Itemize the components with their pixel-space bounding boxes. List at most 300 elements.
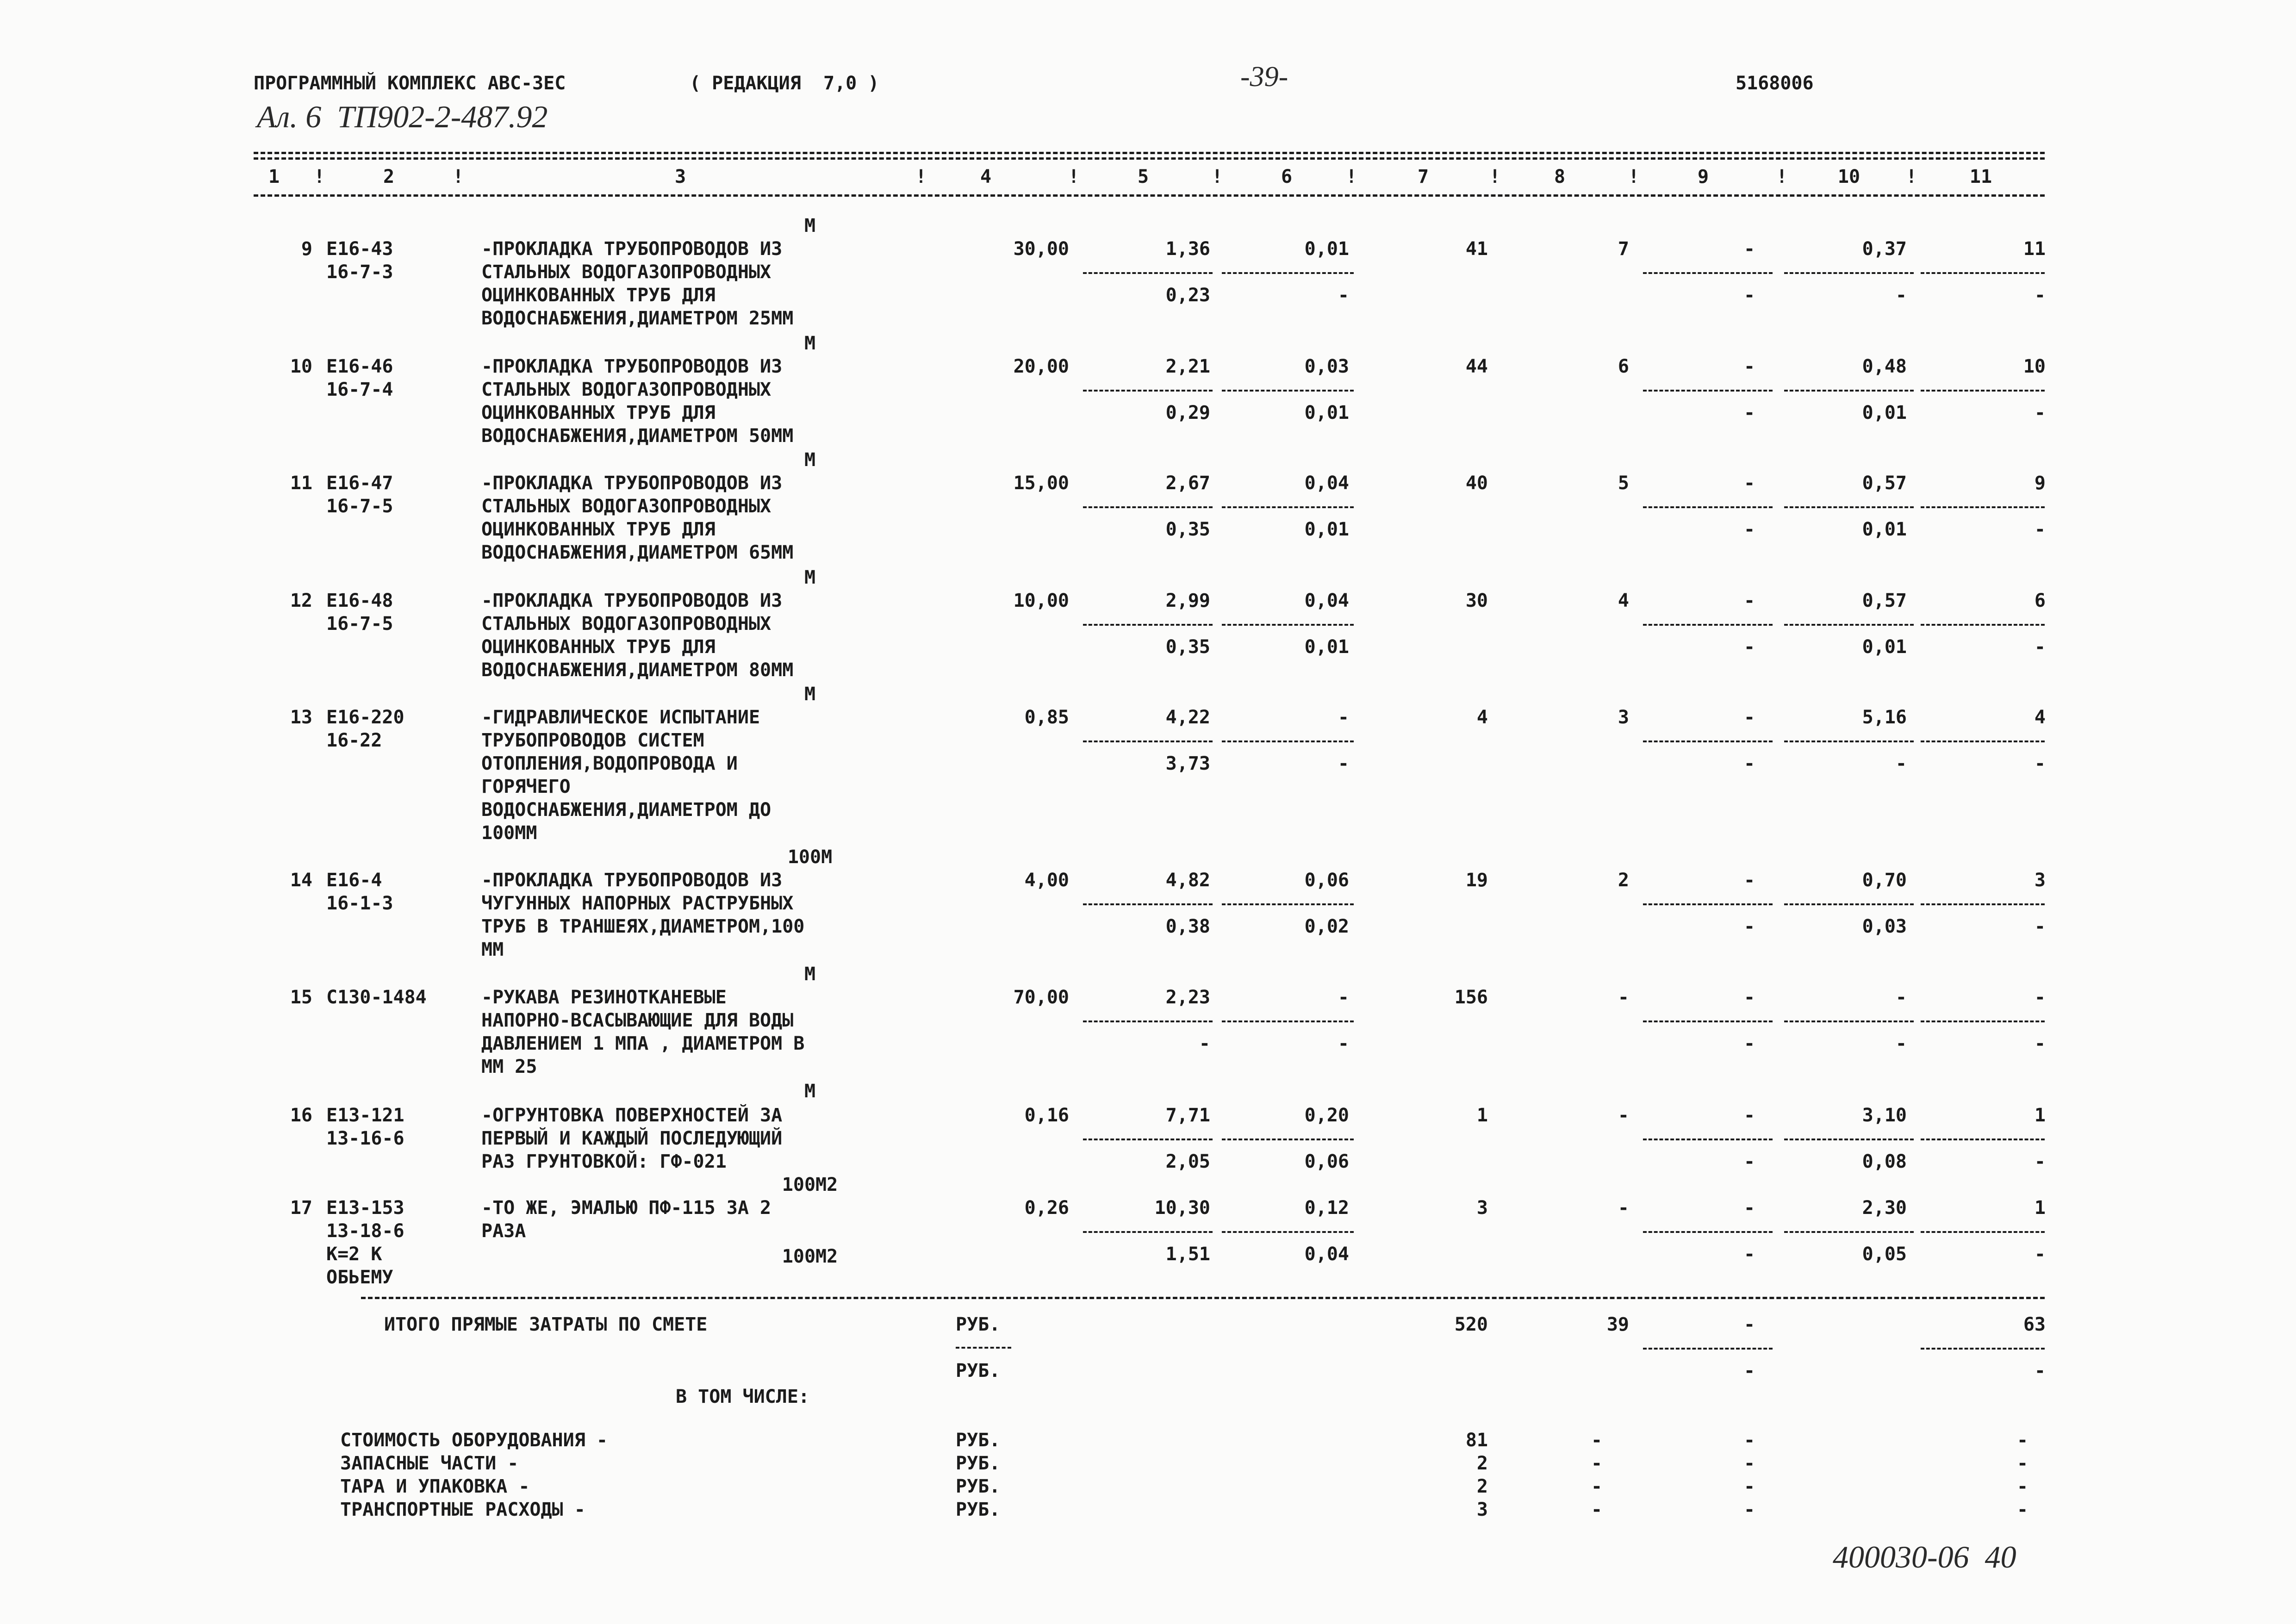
labor-per-unit-machinist: 0,01 — [1862, 636, 1907, 658]
column-header-6: 6 — [1281, 166, 1293, 187]
row-number: 13 — [290, 707, 312, 728]
totals-rule — [361, 1297, 2045, 1299]
page-number: -39- — [1240, 61, 1288, 93]
footer-handwritten-number: 400030-06 40 — [1833, 1539, 2016, 1574]
labor-total: 3 — [2034, 870, 2046, 891]
column-header-8: 8 — [1554, 166, 1566, 187]
norm-code: 16-1-3 — [326, 893, 393, 914]
unit-cost-machines: 0,12 — [1304, 1197, 1349, 1219]
work-description: ГОРЯЧЕГО — [481, 776, 571, 797]
total-machines: - — [1743, 707, 1755, 728]
quantity: 15,00 — [1013, 473, 1069, 494]
breakdown-labor: - — [2016, 1453, 2028, 1474]
labor-per-unit-machinist: 0,01 — [1862, 519, 1907, 540]
column-header-10: 10 — [1837, 166, 1860, 187]
breakdown-cost: 2 — [1476, 1453, 1488, 1474]
unit-cost-machines-wage: 0,04 — [1304, 1244, 1349, 1265]
total-wage: - — [1618, 1197, 1629, 1219]
breakdown-wage: - — [1591, 1476, 1603, 1497]
quantity: 30,00 — [1013, 238, 1069, 260]
fraction-rule-c5 — [1083, 740, 1213, 742]
total-machines-wage: - — [1743, 402, 1755, 423]
unit-of-measure: 100М2 — [782, 1246, 838, 1267]
unit-cost-machines: 0,01 — [1304, 238, 1349, 260]
unit-cost-total: 2,99 — [1165, 590, 1210, 611]
labor-per-unit: 0,70 — [1862, 870, 1907, 891]
column-header-5: 5 — [1137, 166, 1149, 187]
fraction-rule-c9 — [1643, 1231, 1773, 1233]
unit-of-measure: 100М2 — [782, 1174, 838, 1195]
work-description: ММ 25 — [481, 1056, 537, 1077]
labor-per-unit-machinist: 0,01 — [1862, 402, 1907, 423]
edition-label: ( РЕДАКЦИЯ 7,0 ) — [690, 73, 879, 94]
unit-cost-total: 2,67 — [1165, 473, 1210, 494]
work-description: -РУКАВА РЕЗИНОТКАНЕВЫЕ — [481, 987, 727, 1008]
unit-cost-machines: 0,06 — [1304, 870, 1349, 891]
total-cost: 40 — [1465, 473, 1488, 494]
fraction-rule-c10 — [1784, 1231, 1914, 1233]
totals-wage: 39 — [1606, 1314, 1629, 1335]
totals-machines: - — [1743, 1314, 1755, 1335]
work-description: ММ — [481, 939, 504, 960]
column-separator: ! — [1345, 166, 1357, 187]
work-description: ОЦИНКОВАННЫХ ТРУБ ДЛЯ — [481, 636, 716, 658]
total-cost: 4 — [1476, 707, 1488, 728]
work-description: РАЗ ГРУНТОВКОЙ: ГФ-021 — [481, 1151, 727, 1172]
total-wage: - — [1618, 987, 1629, 1008]
total-machines: - — [1743, 1197, 1755, 1219]
unit-cost-machines: 0,04 — [1304, 473, 1349, 494]
unit-cost-machines-wage: 0,02 — [1304, 916, 1349, 937]
breakdown-unit: РУБ. — [956, 1453, 1001, 1474]
total-machines: - — [1743, 238, 1755, 260]
fraction-rule-c6 — [1222, 624, 1354, 626]
norm-code: 16-7-3 — [326, 261, 393, 283]
fraction-rule-c9 — [1643, 740, 1773, 742]
fraction-rule-c5 — [1083, 903, 1213, 905]
labor-per-unit: - — [1895, 987, 1907, 1008]
total-wage: 7 — [1618, 238, 1629, 260]
labor-total-machinist: - — [2034, 1151, 2046, 1172]
fraction-rule-c6 — [1222, 903, 1354, 905]
fraction-rule-c10 — [1784, 1139, 1914, 1140]
breakdown-labor: - — [2016, 1499, 2028, 1520]
fraction-rule-c11 — [1921, 272, 2045, 274]
breakdown-unit: РУБ. — [956, 1499, 1001, 1520]
work-description: СТАЛЬНЫХ ВОДОГАЗОПРОВОДНЫХ — [481, 379, 772, 400]
labor-per-unit-machinist: 0,05 — [1862, 1244, 1907, 1265]
column-header-2: 2 — [383, 166, 395, 187]
total-cost: 1 — [1476, 1105, 1488, 1126]
labor-total-machinist: - — [2034, 753, 2046, 774]
column-header-7: 7 — [1417, 166, 1429, 187]
work-description: ОЦИНКОВАННЫХ ТРУБ ДЛЯ — [481, 519, 716, 540]
unit-cost-wage: 0,38 — [1165, 916, 1210, 937]
quantity: 0,26 — [1024, 1197, 1069, 1219]
unit-cost-machines: - — [1338, 987, 1349, 1008]
unit-of-measure: М — [804, 567, 816, 588]
column-header-4: 4 — [980, 166, 992, 187]
norm-code: С130-1484 — [326, 987, 427, 1008]
norm-code: Е16-48 — [326, 590, 393, 611]
total-machines-wage: - — [1743, 285, 1755, 306]
fraction-rule-c11 — [1921, 624, 2045, 626]
row-number: 12 — [290, 590, 312, 611]
labor-total: 4 — [2034, 707, 2046, 728]
total-cost: 19 — [1465, 870, 1488, 891]
total-cost: 44 — [1465, 356, 1488, 377]
work-description: ТРУБОПРОВОДОВ СИСТЕМ — [481, 730, 704, 751]
breakdown-label: ТРАНСПОРТНЫЕ РАСХОДЫ - — [340, 1499, 585, 1520]
work-description: -ПРОКЛАДКА ТРУБОПРОВОДОВ ИЗ — [481, 356, 783, 377]
norm-code: Е16-46 — [326, 356, 393, 377]
work-description: ОЦИНКОВАННЫХ ТРУБ ДЛЯ — [481, 402, 716, 423]
work-description: -ТО ЖЕ, ЭМАЛЬЮ ПФ-115 ЗА 2 — [481, 1197, 772, 1219]
header-rule-top-2 — [254, 157, 2045, 160]
labor-total-machinist: - — [2034, 1244, 2046, 1265]
unit-cost-machines-wage: - — [1338, 285, 1349, 306]
labor-total-machinist: - — [2034, 636, 2046, 658]
breakdown-unit: РУБ. — [956, 1476, 1001, 1497]
fraction-rule-c10 — [1784, 903, 1914, 905]
row-number: 16 — [290, 1105, 312, 1126]
norm-code: 13-16-6 — [326, 1128, 404, 1149]
column-separator: ! — [1068, 166, 1080, 187]
labor-total-machinist: - — [2034, 402, 2046, 423]
totals-labor-machinist: - — [2034, 1360, 2046, 1381]
work-description: ВОДОСНАБЖЕНИЯ,ДИАМЕТРОМ 25ММ — [481, 308, 794, 329]
labor-per-unit: 2,30 — [1862, 1197, 1907, 1219]
total-machines-wage: - — [1743, 636, 1755, 658]
fraction-rule-c9 — [1643, 624, 1773, 626]
unit-cost-machines: 0,04 — [1304, 590, 1349, 611]
totals-cost: 520 — [1454, 1314, 1488, 1335]
work-description: -ПРОКЛАДКА ТРУБОПРОВОДОВ ИЗ — [481, 870, 783, 891]
work-description: ВОДОСНАБЖЕНИЯ,ДИАМЕТРОМ 80ММ — [481, 660, 794, 681]
totals-labor: 63 — [2023, 1314, 2046, 1335]
fraction-rule-c9 — [1643, 272, 1773, 274]
unit-of-measure: М — [804, 449, 816, 471]
work-description: ОЦИНКОВАННЫХ ТРУБ ДЛЯ — [481, 285, 716, 306]
labor-per-unit-machinist: 0,03 — [1862, 916, 1907, 937]
total-cost: 3 — [1476, 1197, 1488, 1219]
breakdown-label: СТОИМОСТЬ ОБОРУДОВАНИЯ - — [340, 1430, 608, 1451]
unit-cost-machines: 0,20 — [1304, 1105, 1349, 1126]
total-machines-wage: - — [1743, 1244, 1755, 1265]
column-separator: ! — [313, 166, 325, 187]
labor-per-unit: 5,16 — [1862, 707, 1907, 728]
work-description: ПЕРВЫЙ И КАЖДЫЙ ПОСЛЕДУЮЩИЙ — [481, 1128, 783, 1149]
total-wage: 5 — [1618, 473, 1629, 494]
breakdown-cost: 81 — [1465, 1430, 1488, 1451]
program-title: ПРОГРАММНЫЙ КОМПЛЕКС АВС-ЗЕС — [254, 73, 566, 94]
total-machines: - — [1743, 356, 1755, 377]
work-description: -ГИДРАВЛИЧЕСКОЕ ИСПЫТАНИЕ — [481, 707, 760, 728]
total-machines-wage: - — [1743, 1033, 1755, 1054]
quantity: 70,00 — [1013, 987, 1069, 1008]
fraction-rule-c6 — [1222, 506, 1354, 508]
labor-per-unit: 0,57 — [1862, 473, 1907, 494]
norm-code: Е16-4 — [326, 870, 382, 891]
unit-cost-wage: 1,51 — [1165, 1244, 1210, 1265]
fraction-rule-c10 — [1784, 740, 1914, 742]
column-separator: ! — [1776, 166, 1788, 187]
total-cost: 156 — [1454, 987, 1488, 1008]
norm-code: 13-18-6 — [326, 1220, 404, 1242]
labor-total-machinist: - — [2034, 519, 2046, 540]
work-description: РАЗА — [481, 1220, 526, 1242]
header-rule-top — [254, 152, 2045, 154]
work-description: -ПРОКЛАДКА ТРУБОПРОВОДОВ ИЗ — [481, 590, 783, 611]
norm-code: Е16-220 — [326, 707, 404, 728]
totals-machines-wage: - — [1743, 1360, 1755, 1381]
unit-cost-total: 1,36 — [1165, 238, 1210, 260]
breakdown-wage: - — [1591, 1430, 1603, 1451]
totals-rule-c9 — [1643, 1348, 1773, 1350]
total-cost: 30 — [1465, 590, 1488, 611]
labor-per-unit: 0,37 — [1862, 238, 1907, 260]
breakdown-wage: - — [1591, 1453, 1603, 1474]
unit-cost-wage: 2,05 — [1165, 1151, 1210, 1172]
work-description: -ПРОКЛАДКА ТРУБОПРОВОДОВ ИЗ — [481, 238, 783, 260]
norm-code: 16-7-5 — [326, 496, 393, 517]
breakdown-machines: - — [1743, 1476, 1755, 1497]
unit-cost-total: 2,21 — [1165, 356, 1210, 377]
labor-total: 11 — [2023, 238, 2046, 260]
row-number: 17 — [290, 1197, 312, 1219]
quantity: 20,00 — [1013, 356, 1069, 377]
breakdown-cost: 3 — [1476, 1499, 1488, 1520]
breakdown-machines: - — [1743, 1430, 1755, 1451]
work-description: СТАЛЬНЫХ ВОДОГАЗОПРОВОДНЫХ — [481, 261, 772, 283]
norm-code: Е16-43 — [326, 238, 393, 260]
work-description: ТРУБ В ТРАНШЕЯХ,ДИАМЕТРОМ,100 — [481, 916, 805, 937]
labor-total-machinist: - — [2034, 916, 2046, 937]
fraction-rule-c6 — [1222, 1020, 1354, 1022]
column-header-11: 11 — [1969, 166, 1992, 187]
breakdown-label: ЗАПАСНЫЕ ЧАСТИ - — [340, 1453, 519, 1474]
fraction-rule-c11 — [1921, 506, 2045, 508]
labor-per-unit: 0,57 — [1862, 590, 1907, 611]
total-machines: - — [1743, 1105, 1755, 1126]
norm-code: ОБЬЕМУ — [326, 1267, 393, 1288]
unit-cost-total: 7,71 — [1165, 1105, 1210, 1126]
labor-total: - — [2034, 987, 2046, 1008]
quantity: 0,16 — [1024, 1105, 1069, 1126]
total-machines-wage: - — [1743, 1151, 1755, 1172]
fraction-rule-c9 — [1643, 1020, 1773, 1022]
labor-per-unit-machinist: 0,08 — [1862, 1151, 1907, 1172]
unit-cost-machines: 0,03 — [1304, 356, 1349, 377]
unit-cost-machines-wage: 0,01 — [1304, 402, 1349, 423]
totals-unit-2: РУБ. — [956, 1360, 1001, 1381]
unit-of-measure: М — [804, 215, 816, 236]
document-code: 5168006 — [1736, 73, 1814, 94]
breakdown-cost: 2 — [1476, 1476, 1488, 1497]
total-machines-wage: - — [1743, 519, 1755, 540]
work-description: ОТОПЛЕНИЯ,ВОДОПРОВОДА И — [481, 753, 738, 774]
unit-of-measure: 100М — [787, 846, 833, 868]
fraction-rule-c5 — [1083, 1139, 1213, 1140]
work-description: ДАВЛЕНИЕМ 1 МПА , ДИАМЕТРОМ В — [481, 1033, 805, 1054]
total-wage: 3 — [1618, 707, 1629, 728]
labor-total: 9 — [2034, 473, 2046, 494]
work-description: ЧУГУННЫХ НАПОРНЫХ РАСТРУБНЫХ — [481, 893, 794, 914]
unit-cost-machines-wage: 0,01 — [1304, 519, 1349, 540]
breakdown-machines: - — [1743, 1453, 1755, 1474]
breakdown-wage: - — [1591, 1499, 1603, 1520]
fraction-rule-c5 — [1083, 1231, 1213, 1233]
totals-unit: РУБ. — [956, 1314, 1001, 1335]
unit-of-measure: М — [804, 964, 816, 985]
unit-cost-machines-wage: 0,01 — [1304, 636, 1349, 658]
fraction-rule-c6 — [1222, 272, 1354, 274]
unit-of-measure: М — [804, 1081, 816, 1102]
quantity: 4,00 — [1024, 870, 1069, 891]
unit-cost-total: 4,82 — [1165, 870, 1210, 891]
unit-of-measure: М — [804, 333, 816, 354]
fraction-rule-c10 — [1784, 506, 1914, 508]
fraction-rule-c10 — [1784, 1020, 1914, 1022]
column-separator: ! — [1628, 166, 1640, 187]
header-rule-bottom — [254, 194, 2045, 197]
work-description: СТАЛЬНЫХ ВОДОГАЗОПРОВОДНЫХ — [481, 496, 772, 517]
row-number: 11 — [290, 473, 312, 494]
fraction-rule-c5 — [1083, 624, 1213, 626]
fraction-rule-c11 — [1921, 1020, 2045, 1022]
breakdown-labor: - — [2016, 1476, 2028, 1497]
norm-code: 16-7-4 — [326, 379, 393, 400]
fraction-rule-c9 — [1643, 903, 1773, 905]
work-description: 100ММ — [481, 822, 537, 844]
fraction-rule-c5 — [1083, 506, 1213, 508]
fraction-rule-c11 — [1921, 740, 2045, 742]
row-number: 9 — [301, 238, 312, 260]
quantity: 0,85 — [1024, 707, 1069, 728]
column-header-1: 1 — [268, 166, 280, 187]
total-wage: 2 — [1618, 870, 1629, 891]
total-wage: - — [1618, 1105, 1629, 1126]
fraction-rule-c9 — [1643, 506, 1773, 508]
unit-cost-wage: 3,73 — [1165, 753, 1210, 774]
unit-cost-machines: - — [1338, 707, 1349, 728]
unit-cost-total: 2,23 — [1165, 987, 1210, 1008]
norm-code: 16-7-5 — [326, 613, 393, 635]
fraction-rule-c10 — [1784, 272, 1914, 274]
total-machines: - — [1743, 590, 1755, 611]
unit-cost-wage: 0,35 — [1165, 636, 1210, 658]
labor-per-unit-machinist: - — [1895, 753, 1907, 774]
unit-cost-machines-wage: - — [1338, 1033, 1349, 1054]
including-label: В ТОМ ЧИСЛЕ: — [676, 1386, 809, 1407]
labor-total-machinist: - — [2034, 1033, 2046, 1054]
total-machines: - — [1743, 473, 1755, 494]
labor-total-machinist: - — [2034, 285, 2046, 306]
fraction-rule-c6 — [1222, 1231, 1354, 1233]
fraction-rule-c5 — [1083, 272, 1213, 274]
norm-code: Е13-153 — [326, 1197, 404, 1219]
row-number: 15 — [290, 987, 312, 1008]
work-description: -ПРОКЛАДКА ТРУБОПРОВОДОВ ИЗ — [481, 473, 783, 494]
fraction-rule-c6 — [1222, 740, 1354, 742]
norm-code: К=2 К — [326, 1244, 382, 1265]
fraction-rule-c5 — [1083, 1020, 1213, 1022]
total-machines: - — [1743, 870, 1755, 891]
work-description: ВОДОСНАБЖЕНИЯ,ДИАМЕТРОМ 65ММ — [481, 542, 794, 563]
quantity: 10,00 — [1013, 590, 1069, 611]
unit-cost-total: 10,30 — [1154, 1197, 1210, 1219]
totals-unit-rule — [956, 1347, 1011, 1349]
fraction-rule-c11 — [1921, 390, 2045, 392]
totals-rule-c11 — [1921, 1348, 2045, 1350]
unit-cost-machines-wage: 0,06 — [1304, 1151, 1349, 1172]
fraction-rule-c11 — [1921, 1139, 2045, 1140]
norm-code: Е13-121 — [326, 1105, 404, 1126]
work-description: -ОГРУНТОВКА ПОВЕРХНОСТЕЙ ЗА — [481, 1105, 783, 1126]
labor-total: 1 — [2034, 1197, 2046, 1219]
work-description: НАПОРНО-ВСАСЫВАЮЩИЕ ДЛЯ ВОДЫ — [481, 1010, 794, 1031]
fraction-rule-c6 — [1222, 1139, 1354, 1140]
labor-total: 6 — [2034, 590, 2046, 611]
fraction-rule-c11 — [1921, 1231, 2045, 1233]
labor-total: 1 — [2034, 1105, 2046, 1126]
total-machines-wage: - — [1743, 753, 1755, 774]
norm-code: Е16-47 — [326, 473, 393, 494]
norm-code: 16-22 — [326, 730, 382, 751]
unit-cost-wage: 0,23 — [1165, 285, 1210, 306]
labor-per-unit: 0,48 — [1862, 356, 1907, 377]
unit-cost-machines-wage: - — [1338, 753, 1349, 774]
row-number: 14 — [290, 870, 312, 891]
labor-per-unit: 3,10 — [1862, 1105, 1907, 1126]
handwritten-reference: Ал. 6 ТП902-2-487.92 — [257, 99, 548, 134]
unit-cost-total: 4,22 — [1165, 707, 1210, 728]
total-wage: 6 — [1618, 356, 1629, 377]
row-number: 10 — [290, 356, 312, 377]
work-description: СТАЛЬНЫХ ВОДОГАЗОПРОВОДНЫХ — [481, 613, 772, 635]
column-separator: ! — [1211, 166, 1223, 187]
work-description: ВОДОСНАБЖЕНИЯ,ДИАМЕТРОМ 50ММ — [481, 425, 794, 447]
fraction-rule-c5 — [1083, 390, 1213, 392]
unit-cost-wage: 0,35 — [1165, 519, 1210, 540]
fraction-rule-c11 — [1921, 903, 2045, 905]
total-wage: 4 — [1618, 590, 1629, 611]
labor-per-unit-machinist: - — [1895, 285, 1907, 306]
total-cost: 41 — [1465, 238, 1488, 260]
column-header-3: 3 — [674, 166, 686, 187]
fraction-rule-c9 — [1643, 1139, 1773, 1140]
labor-total: 10 — [2023, 356, 2046, 377]
column-separator: ! — [1489, 166, 1501, 187]
fraction-rule-c10 — [1784, 390, 1914, 392]
column-separator: ! — [1905, 166, 1917, 187]
unit-cost-wage: 0,29 — [1165, 402, 1210, 423]
breakdown-machines: - — [1743, 1499, 1755, 1520]
totals-label: ИТОГО ПРЯМЫЕ ЗАТРАТЫ ПО СМЕТЕ — [384, 1314, 708, 1335]
unit-of-measure: М — [804, 684, 816, 705]
total-machines-wage: - — [1743, 916, 1755, 937]
work-description: ВОДОСНАБЖЕНИЯ,ДИАМЕТРОМ ДО — [481, 799, 772, 821]
breakdown-unit: РУБ. — [956, 1430, 1001, 1451]
column-separator: ! — [452, 166, 464, 187]
fraction-rule-c6 — [1222, 390, 1354, 392]
labor-per-unit-machinist: - — [1895, 1033, 1907, 1054]
column-header-9: 9 — [1697, 166, 1709, 187]
fraction-rule-c9 — [1643, 390, 1773, 392]
total-machines: - — [1743, 987, 1755, 1008]
column-separator: ! — [915, 166, 927, 187]
fraction-rule-c10 — [1784, 624, 1914, 626]
